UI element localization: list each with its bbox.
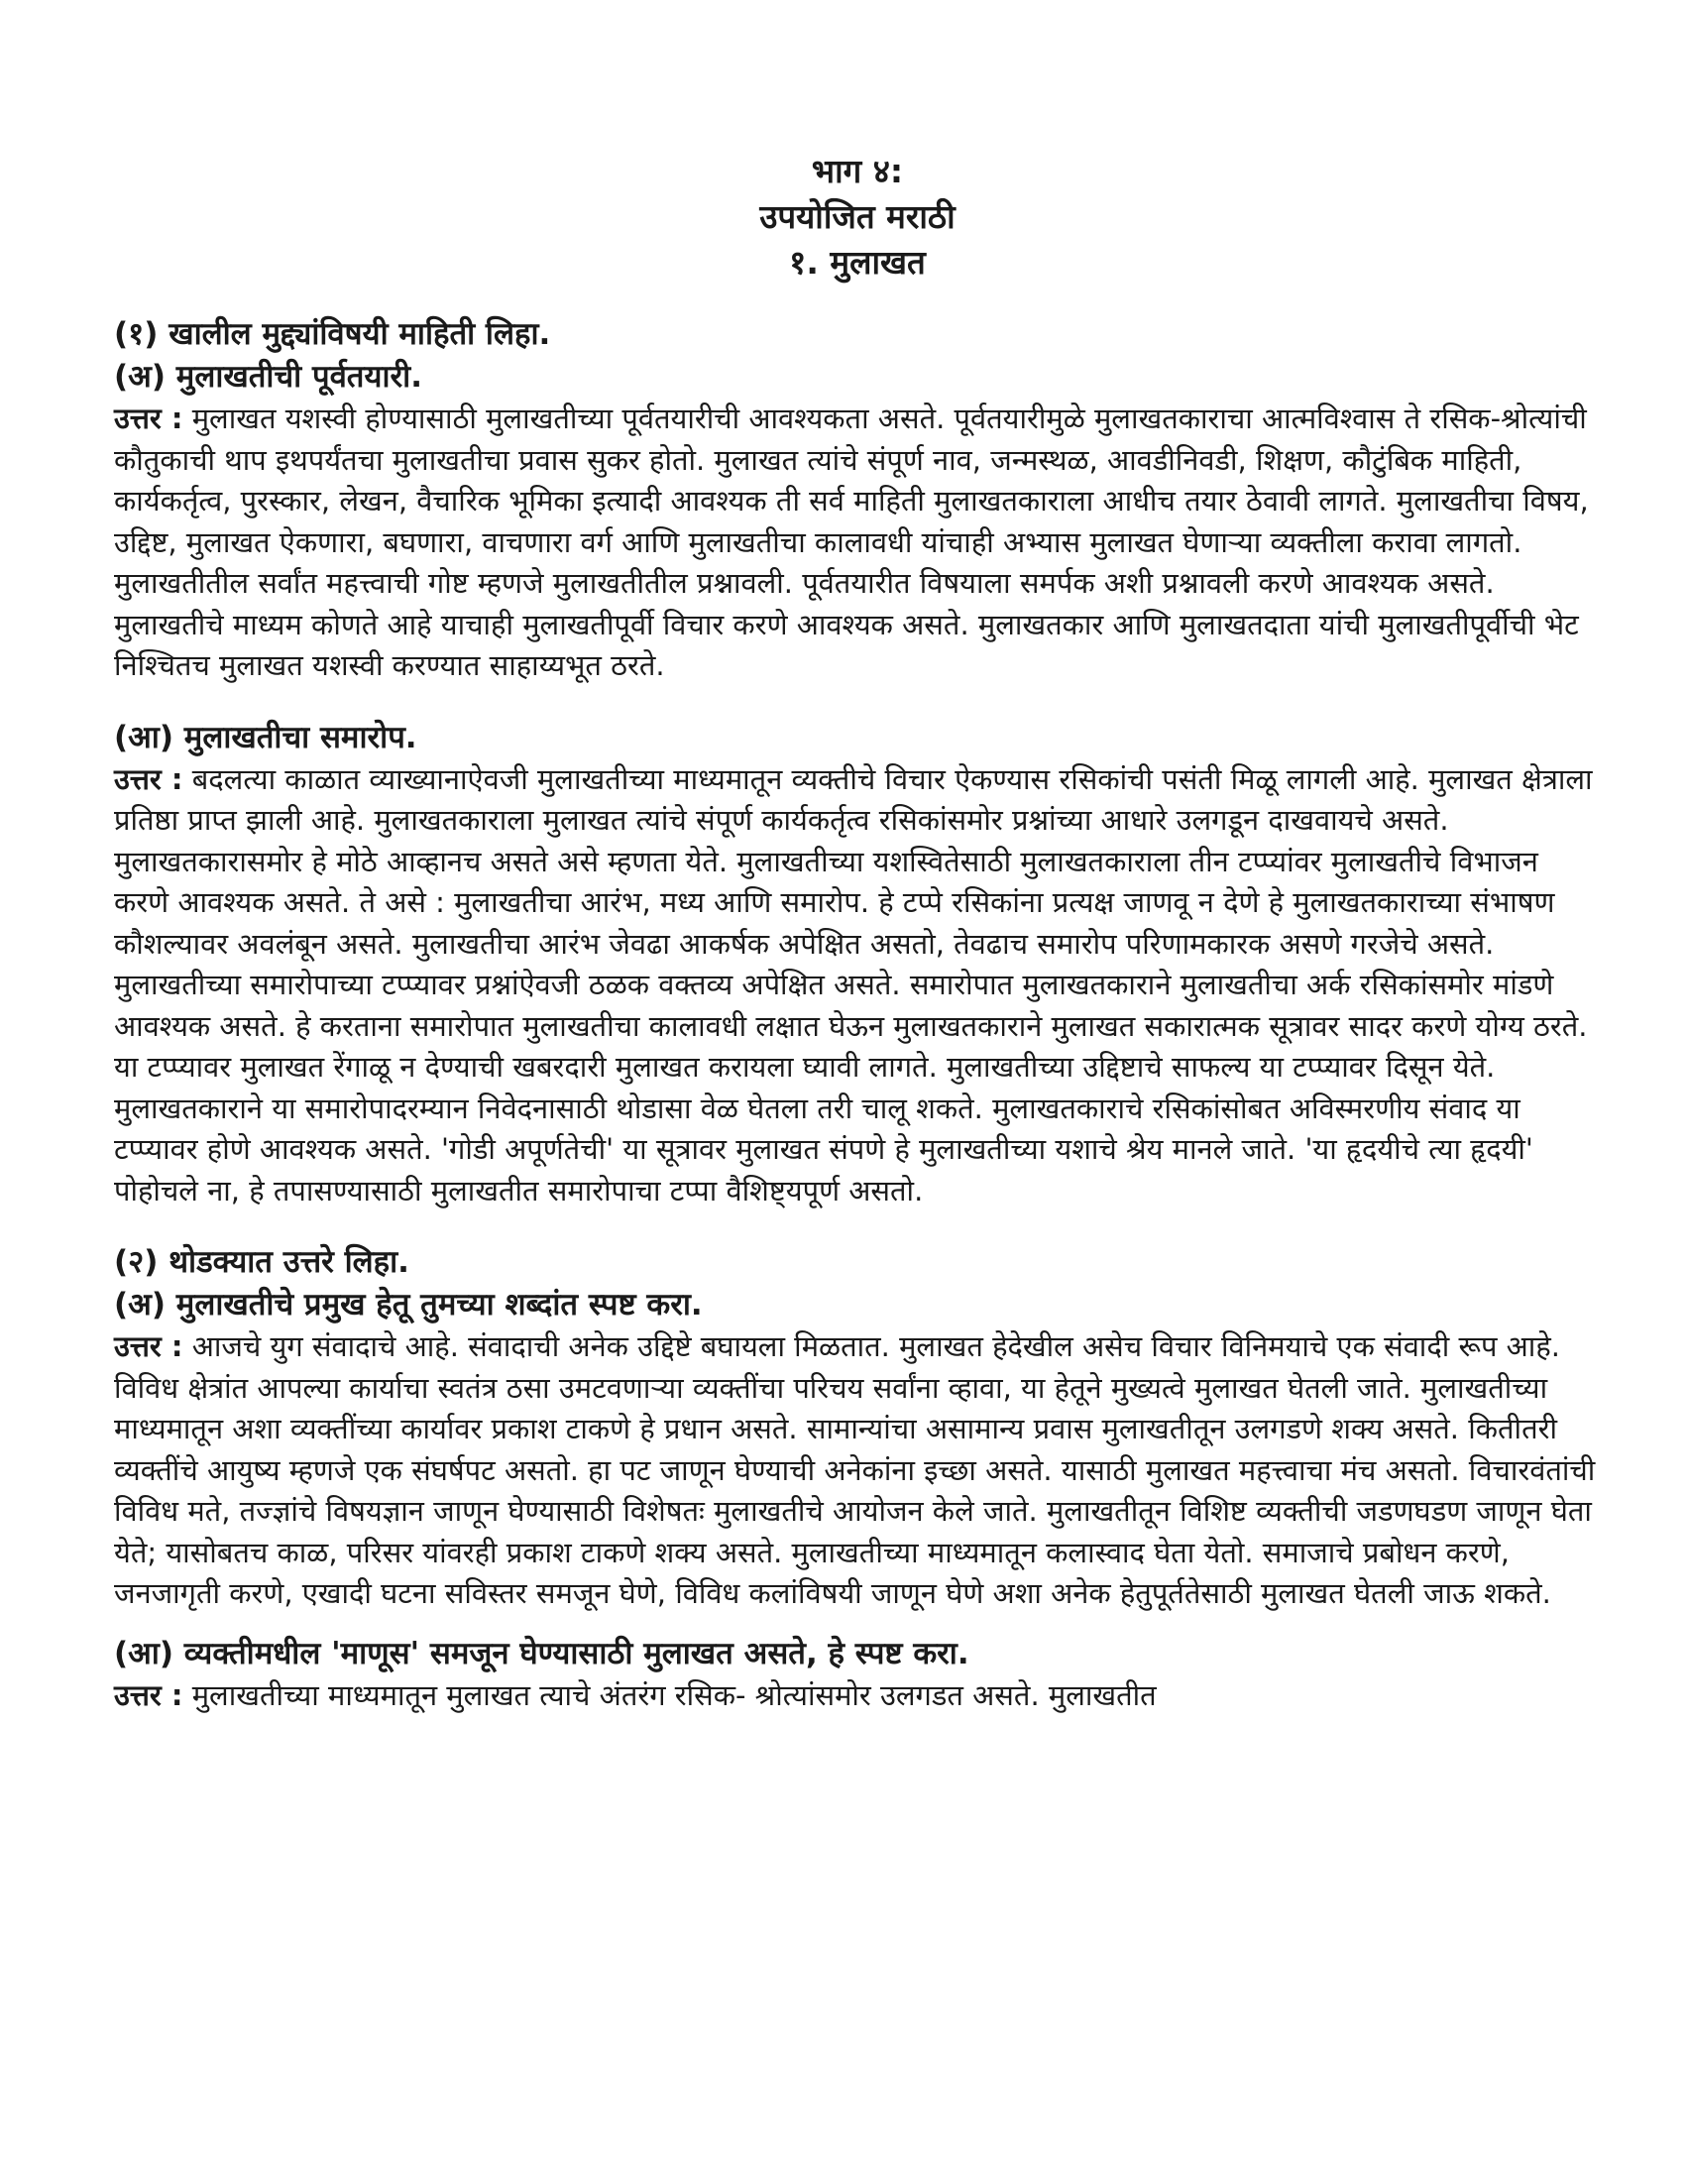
answer-label: उत्तर : bbox=[114, 1677, 183, 1712]
question-2a-heading: (अ) मुलाखतीचे प्रमुख हेतू तुमच्या शब्दांत स्पष्ट करा. bbox=[114, 1287, 703, 1322]
answer-1a bbox=[114, 399, 1601, 687]
answer-text: मुलाखतीच्या माध्यमातून मुलाखत त्याचे अंतरंग रसिक- श्रोत्यांसमोर उलगडत असते. मुलाखतीत bbox=[191, 1677, 1157, 1712]
question-1a-heading: (अ) मुलाखतीची पूर्वतयारी. bbox=[114, 359, 422, 395]
answer-text: आजचे युग संवादाचे आहे. संवादाची अनेक उद्दिष्टे बघायला मिळतात. मुलाखत हेदेखील असेच विचार विनिमयाचे एक संवादी रूप आहे. विविध क्षेत्रांत आपल्या कार्याचा स्वतंत्र ठसा उमटवणाऱ्या व्यक्तींचा परिचय सर्वांना व्हावा, या हेतूने मुख्यत्वे मुलाखत घेतली जाते. मुलाखतीच्या माध्यमातून अशा व्यक्तींच्या कार्यावर प्रकाश टाकणे हे प्रधान असते. सामान्यांचा असामान्य प्रवास मुलाखतीतून उलगडणे शक्य असते. कितीतरी व्यक्तींचे आयुष्य म्हणजे एक संघर्षपट असतो. हा पट जाणून घेण्याची अनेकांना इच्छा असते. यासाठी मुलाखत महत्त्वाचा मंच असतो. विचारवंतांची विविध मते, तज्ज्ञांचे विषयज्ञान जाणून घेण्यासाठी विशेषतः मुलाखतीचे आयोजन केले जाते. मुलाखतीतून विशिष्ट व्यक्तीची जडणघडण जाणून घेता येते; यासोबतच काळ, परिसर यांवरही प्रकाश टाकणे शक्य असते. मुलाखतीच्या माध्यमातून कलास्वाद घेता येतो. समाजाचे प्रबोधन करणे, जनजागृती करणे, एखादी घटना सविस्तर समजून घेणे, विविध कलांविषयी जाणून घेणे अशा अनेक हेतुपूर्ततेसाठी मुलाखत घेतली जाऊ शकते. bbox=[114, 1329, 1596, 1610]
section-2 bbox=[114, 1241, 1601, 1716]
subject-title: उपयोजित मराठी bbox=[759, 197, 956, 236]
section-1 bbox=[114, 313, 1601, 1211]
section-1-heading: (१) खालील मुद्द्यांविषयी माहिती लिहा. bbox=[114, 316, 551, 352]
question-1aa-heading: (आ) मुलाखतीचा समारोप. bbox=[114, 719, 417, 755]
question-2aa-heading: (आ) व्यक्तीमधील 'माणूस' समजून घेण्यासाठी मुलाखत असते, हे स्पष्ट करा. bbox=[114, 1635, 969, 1671]
section-2-heading: (२) थोडक्यात उत्तरे लिहा. bbox=[114, 1244, 409, 1280]
document-page bbox=[114, 149, 1601, 1716]
answer-label: उत्तर : bbox=[114, 1329, 183, 1363]
part-title: भाग ४: bbox=[811, 152, 904, 190]
page-header bbox=[114, 149, 1601, 286]
answer-label: उत्तर : bbox=[114, 761, 183, 796]
answer-1aa bbox=[114, 759, 1601, 1212]
answer-text: बदलत्या काळात व्याख्यानाऐवजी मुलाखतीच्या माध्यमातून व्यक्तीचे विचार ऐकण्यास रसिकांची पसंती मिळू लागली आहे. मुलाखत क्षेत्राला प्रतिष्ठा प्राप्त झाली आहे. मुलाखतकाराला मुलाखत त्यांचे संपूर्ण कार्यकर्तृत्व रसिकांसमोर प्रश्नांच्या आधारे उलगडून दाखवायचे असते. मुलाखतकारासमोर हे मोठे आव्हानच असते असे म्हणता येते. मुलाखतीच्या यशस्वितेसाठी मुलाखतकाराला तीन टप्प्यांवर मुलाखतीचे विभाजन करणे आवश्यक असते. ते असे : मुलाखतीचा आरंभ, मध्य आणि समारोप. हे टप्पे रसिकांना प्रत्यक्ष जाणवू न देणे हे मुलाखतकाराच्या संभाषण कौशल्यावर अवलंबून असते. मुलाखतीचा आरंभ जेवढा आकर्षक अपेक्षित असतो, तेवढाच समारोप परिणामकारक असणे गरजेचे असते. मुलाखतीच्या समारोपाच्या टप्प्यावर प्रश्नांऐवजी ठळक वक्तव्य अपेक्षित असते. समारोपात मुलाखतकाराने मुलाखतीचा अर्क रसिकांसमोर मांडणे आवश्यक असते. हे करताना समारोपात मुलाखतीचा कालावधी लक्षात घेऊन मुलाखतकाराने मुलाखत सकारात्मक सूत्रावर सादर करणे योग्य ठरते. या टप्प्यावर मुलाखत रेंगाळू न देण्याची खबरदारी मुलाखत करायला घ्यावी लागते. मुलाखतीच्या उद्दिष्टाचे साफल्य या टप्प्यावर दिसून येते. मुलाखतकाराने या समारोपादरम्यान निवेदनासाठी थोडासा वेळ घेतला तरी चालू शकते. मुलाखतकाराचे रसिकांसोबत अविस्मरणीय संवाद या टप्प्यावर होणे आवश्यक असते. 'गोडी अपूर्णतेची' या सूत्रावर मुलाखत संपणे हे मुलाखतीच्या यशाचे श्रेय मानले जाते. 'या हृदयीचे त्या हृदयी' पोहोचले ना, हे तपासण्यासाठी मुलाखतीत समारोपाचा टप्पा वैशिष्ट्यपूर्ण असतो. bbox=[114, 761, 1593, 1207]
chapter-title: १. मुलाखत bbox=[789, 243, 926, 282]
answer-label: उत्तर : bbox=[114, 402, 183, 435]
answer-2aa bbox=[114, 1675, 1601, 1717]
answer-text: मुलाखत यशस्वी होण्यासाठी मुलाखतीच्या पूर्वतयारीची आवश्यकता असते. पूर्वतयारीमुळे मुलाखतकाराचा आत्मविश्वास ते रसिक-श्रोत्यांची कौतुकाची थाप इथपर्यंतचा मुलाखतीचा प्रवास सुकर होतो. मुलाखत त्यांचे संपूर्ण नाव, जन्मस्थळ, आवडीनिवडी, शिक्षण, कौटुंबिक माहिती, कार्यकर्तृत्व, पुरस्कार, लेखन, वैचारिक भूमिका इत्यादी आवश्यक ती सर्व माहिती मुलाखतकाराला आधीच तयार ठेवावी लागते. मुलाखतीचा विषय, उद्दिष्ट, मुलाखत ऐकणारा, बघणारा, वाचणारा वर्ग आणि मुलाखतीचा कालावधी यांचाही अभ्यास मुलाखत घेणाऱ्या व्यक्तीला करावा लागतो. मुलाखतीतील सर्वांत महत्त्वाची गोष्ट म्हणजे मुलाखतीतील प्रश्नावली. पूर्वतयारीत विषयाला समर्पक अशी प्रश्नावली करणे आवश्यक असते. मुलाखतीचे माध्यम कोणते आहे याचाही मुलाखतीपूर्वी विचार करणे आवश्यक असते. मुलाखतकार आणि मुलाखतदाता यांची मुलाखतीपूर्वीची भेट निश्चितच मुलाखत यशस्वी करण्यात साहाय्यभूत ठरते. bbox=[114, 402, 1589, 682]
answer-2a bbox=[114, 1326, 1601, 1615]
